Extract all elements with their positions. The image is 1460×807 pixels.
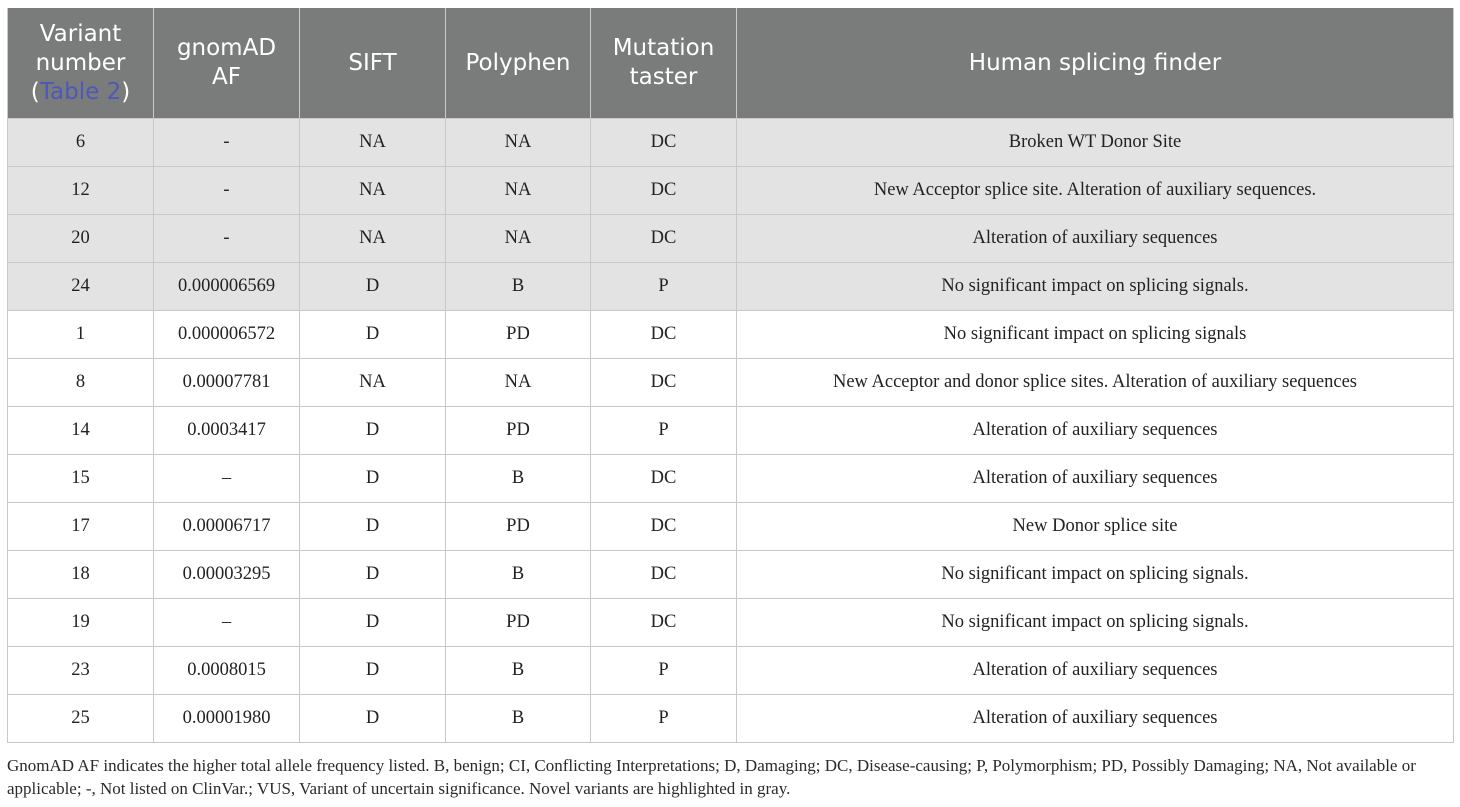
cell-polyphen: B: [446, 455, 591, 503]
table-row: [8, 359, 1454, 407]
table-row: [8, 551, 1454, 599]
cell-gnomad-af: 0.00003295: [154, 551, 300, 599]
header-sift: SIFT: [300, 8, 446, 119]
cell-human-splicing-finder: Alteration of auxiliary sequences: [737, 215, 1454, 263]
table-row: [8, 215, 1454, 263]
cell-sift: D: [300, 647, 446, 695]
cell-variant-number: 19: [8, 599, 154, 647]
table-footnote: GnomAD AF indicates the higher total allele frequency listed. B, benign; CI, Conflicting Interpretations; D, Damaging; DC, Disease-causing; P, Polymorphism; PD, Possibly Damaging; NA, Not available or applicable; -, Not listed on ClinVar.; VUS, Variant of uncertain significance. Novel variants are highlighted in gray.: [7, 756, 1416, 798]
cell-polyphen: B: [446, 551, 591, 599]
table-row: [8, 167, 1454, 215]
cell-mutation-taster: DC: [591, 215, 737, 263]
cell-variant-number: 25: [8, 695, 154, 743]
cell-gnomad-af: 0.000006569: [154, 263, 300, 311]
cell-polyphen: B: [446, 695, 591, 743]
header-polyphen: Polyphen: [446, 8, 591, 119]
cell-human-splicing-finder: No significant impact on splicing signals.: [737, 599, 1454, 647]
cell-sift: D: [300, 695, 446, 743]
cell-polyphen: PD: [446, 311, 591, 359]
table-row: [8, 503, 1454, 551]
cell-variant-number: 23: [8, 647, 154, 695]
cell-gnomad-af: 0.000006572: [154, 311, 300, 359]
cell-mutation-taster: P: [591, 407, 737, 455]
cell-sift: D: [300, 599, 446, 647]
cell-mutation-taster: DC: [591, 551, 737, 599]
cell-sift: NA: [300, 119, 446, 167]
cell-variant-number: 18: [8, 551, 154, 599]
cell-gnomad-af: 0.00001980: [154, 695, 300, 743]
cell-polyphen: B: [446, 263, 591, 311]
cell-variant-number: 12: [8, 167, 154, 215]
cell-human-splicing-finder: Alteration of auxiliary sequences: [737, 695, 1454, 743]
cell-sift: D: [300, 455, 446, 503]
cell-sift: D: [300, 551, 446, 599]
cell-mutation-taster: DC: [591, 455, 737, 503]
variant-prediction-table: [7, 8, 1454, 743]
cell-gnomad-af: -: [154, 167, 300, 215]
cell-variant-number: 14: [8, 407, 154, 455]
cell-human-splicing-finder: Alteration of auxiliary sequences: [737, 647, 1454, 695]
cell-human-splicing-finder: No significant impact on splicing signals.: [737, 551, 1454, 599]
cell-gnomad-af: –: [154, 455, 300, 503]
cell-variant-number: 6: [8, 119, 154, 167]
cell-variant-number: 15: [8, 455, 154, 503]
cell-mutation-taster: DC: [591, 311, 737, 359]
cell-human-splicing-finder: Alteration of auxiliary sequences: [737, 455, 1454, 503]
cell-sift: NA: [300, 215, 446, 263]
cell-variant-number: 8: [8, 359, 154, 407]
cell-sift: NA: [300, 359, 446, 407]
cell-gnomad-af: -: [154, 215, 300, 263]
table-row: [8, 119, 1454, 167]
cell-sift: D: [300, 311, 446, 359]
cell-gnomad-af: 0.00006717: [154, 503, 300, 551]
cell-human-splicing-finder: New Donor splice site: [737, 503, 1454, 551]
table-row: [8, 407, 1454, 455]
cell-polyphen: NA: [446, 359, 591, 407]
cell-variant-number: 24: [8, 263, 154, 311]
cell-sift: NA: [300, 167, 446, 215]
cell-mutation-taster: P: [591, 647, 737, 695]
cell-polyphen: PD: [446, 599, 591, 647]
table-row: [8, 599, 1454, 647]
cell-mutation-taster: DC: [591, 503, 737, 551]
cell-gnomad-af: 0.0008015: [154, 647, 300, 695]
table-2-link[interactable]: Table 2: [39, 78, 122, 105]
cell-polyphen: PD: [446, 503, 591, 551]
header-gnomad-af: gnomAD AF: [154, 8, 300, 119]
cell-human-splicing-finder: No significant impact on splicing signals: [737, 311, 1454, 359]
cell-polyphen: NA: [446, 215, 591, 263]
cell-sift: D: [300, 263, 446, 311]
cell-mutation-taster: P: [591, 263, 737, 311]
cell-human-splicing-finder: Alteration of auxiliary sequences: [737, 407, 1454, 455]
table-header-row: [8, 8, 1454, 119]
cell-mutation-taster: DC: [591, 359, 737, 407]
cell-gnomad-af: 0.00007781: [154, 359, 300, 407]
cell-mutation-taster: DC: [591, 119, 737, 167]
table-row: [8, 263, 1454, 311]
table-row: [8, 695, 1454, 743]
cell-gnomad-af: 0.0003417: [154, 407, 300, 455]
cell-mutation-taster: DC: [591, 599, 737, 647]
cell-sift: D: [300, 503, 446, 551]
variant-table-container: [7, 8, 1453, 743]
cell-human-splicing-finder: No significant impact on splicing signals.: [737, 263, 1454, 311]
cell-gnomad-af: -: [154, 119, 300, 167]
cell-mutation-taster: DC: [591, 167, 737, 215]
cell-human-splicing-finder: New Acceptor splice site. Alteration of auxiliary sequences.: [737, 167, 1454, 215]
cell-polyphen: NA: [446, 167, 591, 215]
cell-polyphen: B: [446, 647, 591, 695]
cell-human-splicing-finder: New Acceptor and donor splice sites. Alteration of auxiliary sequences: [737, 359, 1454, 407]
header-human-splicing-finder: Human splicing finder: [737, 8, 1454, 119]
table-row: [8, 455, 1454, 503]
cell-human-splicing-finder: Broken WT Donor Site: [737, 119, 1454, 167]
cell-gnomad-af: –: [154, 599, 300, 647]
cell-polyphen: PD: [446, 407, 591, 455]
cell-sift: D: [300, 407, 446, 455]
table-row: [8, 647, 1454, 695]
cell-mutation-taster: P: [591, 695, 737, 743]
header-variant-number: Variant number (Table 2): [8, 8, 154, 119]
table-row: [8, 311, 1454, 359]
cell-variant-number: 17: [8, 503, 154, 551]
cell-polyphen: NA: [446, 119, 591, 167]
table-body: [8, 119, 1454, 743]
cell-variant-number: 1: [8, 311, 154, 359]
header-mutation-taster: Mutation taster: [591, 8, 737, 119]
cell-variant-number: 20: [8, 215, 154, 263]
